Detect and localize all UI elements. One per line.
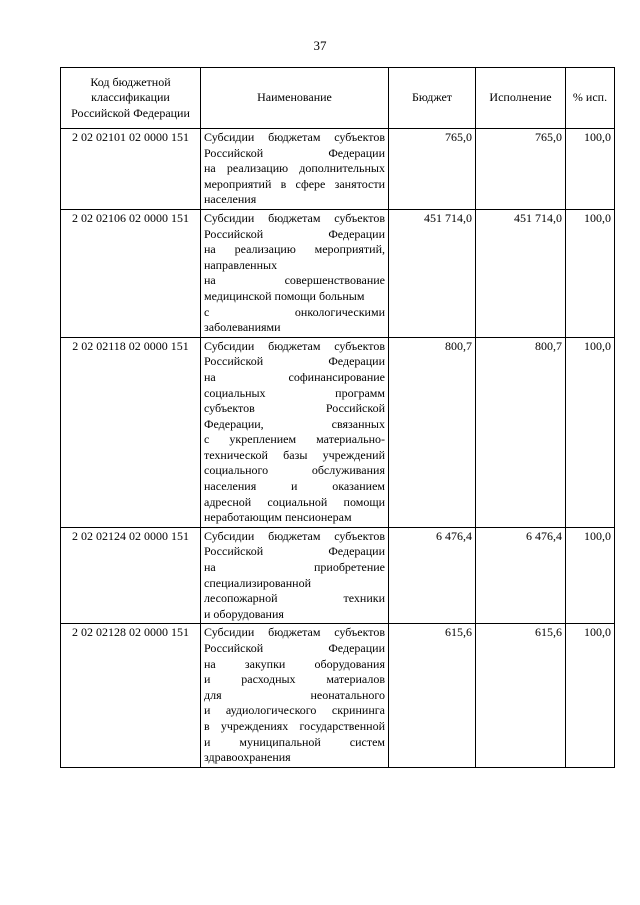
page-number: 37 (313, 38, 327, 53)
row-execution: 765,0 (476, 129, 566, 210)
row-budget: 800,7 (389, 337, 476, 527)
table-row (61, 129, 615, 210)
row-name (201, 527, 389, 624)
name-line: Российской Федерации (204, 641, 385, 655)
name-line: Российской Федерации (204, 544, 385, 559)
name-line: заболеваниями (204, 320, 281, 335)
table-row (61, 209, 615, 337)
name-line: Федерации, связанных (204, 416, 385, 431)
name-line: Субсидии бюджетам субъектов (204, 528, 385, 543)
name-line: медицинской помощи больным (204, 288, 365, 303)
table-row (61, 527, 615, 624)
row-execution: 6 476,4 (476, 527, 566, 624)
name-line: населения и оказанием (204, 479, 385, 494)
header-execution: Исполнение (476, 68, 566, 129)
name-line: с онкологическими (204, 304, 385, 319)
row-budget: 615,6 (389, 624, 476, 767)
row-percent: 100,0 (566, 624, 615, 767)
name-line: неработающим пенсионерам (204, 510, 352, 525)
name-line: Субсидии бюджетам субъектов (204, 338, 385, 353)
header-budget: Бюджет (389, 68, 476, 129)
name-line: здравоохранения (204, 750, 291, 765)
name-line: на приобретение (204, 560, 385, 575)
name-line: социальных программ (204, 385, 385, 400)
name-line: в учреждениях государственной (204, 718, 385, 733)
header-percent: % исп. (566, 68, 615, 129)
name-line: и аудиологического скрининга (204, 703, 385, 718)
row-name (201, 209, 389, 337)
row-code: 2 02 02124 02 0000 151 (61, 527, 201, 624)
row-code: 2 02 02106 02 0000 151 (61, 209, 201, 337)
row-code: 2 02 02128 02 0000 151 (61, 624, 201, 767)
name-line: на совершенствование (204, 273, 385, 288)
row-percent: 100,0 (566, 129, 615, 210)
row-name (201, 337, 389, 527)
name-line: Российской Федерации (204, 226, 385, 241)
name-line: Российской Федерации (204, 145, 385, 160)
name-line: на закупки оборудования (204, 656, 385, 671)
name-line: с укреплением материально- (204, 432, 385, 447)
name-line: и оборудования (204, 606, 284, 621)
table-row (61, 624, 615, 767)
table-row (61, 337, 615, 527)
name-line: лесопожарной техники (204, 591, 385, 606)
row-code: 2 02 02118 02 0000 151 (61, 337, 201, 527)
row-name (201, 624, 389, 767)
row-percent: 100,0 (566, 337, 615, 527)
row-execution: 451 714,0 (476, 209, 566, 337)
name-line: Субсидии бюджетам субъектов (204, 210, 385, 225)
table-header-row (61, 68, 615, 129)
name-line: направленных (204, 257, 278, 272)
name-line: Субсидии бюджетам субъектов (204, 625, 385, 640)
name-line: социального обслуживания (204, 463, 385, 478)
row-code: 2 02 02101 02 0000 151 (61, 129, 201, 210)
name-line: и муниципальной систем (204, 734, 385, 749)
name-line: адресной социальной помощи (204, 494, 385, 509)
name-line: на софинансирование (204, 369, 385, 384)
row-execution: 800,7 (476, 337, 566, 527)
budget-table (60, 67, 615, 768)
name-line: Российской Федерации (204, 354, 385, 369)
row-budget: 451 714,0 (389, 209, 476, 337)
row-budget: 6 476,4 (389, 527, 476, 624)
name-line: населения (204, 192, 257, 207)
row-budget: 765,0 (389, 129, 476, 210)
name-line: и расходных материалов (204, 672, 385, 687)
name-line: на реализацию мероприятий, (204, 242, 385, 257)
header-code: Код бюджетной классификации Российской Федерации (61, 68, 201, 129)
row-execution: 615,6 (476, 624, 566, 767)
header-name: Наименование (201, 68, 389, 129)
name-line: технической базы учреждений (204, 447, 385, 462)
row-percent: 100,0 (566, 209, 615, 337)
name-line: субъектов Российской (204, 401, 385, 416)
row-percent: 100,0 (566, 527, 615, 624)
name-line: на реализацию дополнительных (204, 161, 385, 176)
name-line: Субсидии бюджетам субъектов (204, 130, 385, 144)
name-line: для неонатального (204, 687, 385, 702)
name-line: специализированной (204, 575, 312, 590)
name-line: мероприятий в сфере занятости (204, 176, 385, 191)
row-name (201, 129, 389, 210)
